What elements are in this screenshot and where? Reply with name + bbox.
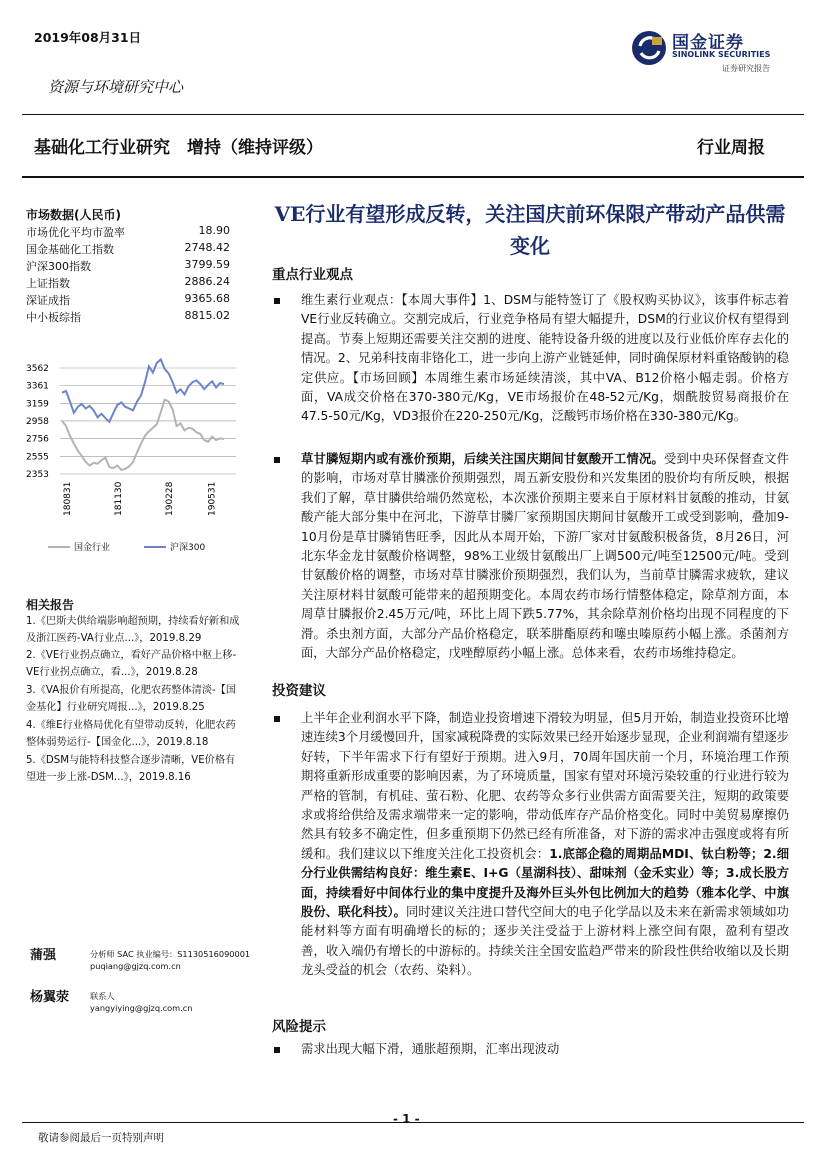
- header-divider-thick: [22, 176, 804, 178]
- section-risk: 风险提示: [272, 1019, 326, 1035]
- y-tick-label: 3159: [26, 399, 49, 410]
- legend-swatch-industry: [48, 546, 70, 548]
- related-report-item[interactable]: 2.《VE行业拐点确立，看好产品价格中枢上移-VE行业拐点确立，看...》，2019.8.28: [26, 650, 237, 678]
- market-label: 中小板综指: [26, 311, 81, 324]
- market-value: 3799.59: [184, 258, 230, 271]
- contact-role: 联系人: [90, 991, 115, 1001]
- market-row: [26, 241, 230, 257]
- section-key-views: 重点行业观点: [272, 267, 353, 283]
- legend-swatch-hs300: [144, 546, 166, 548]
- market-row: [26, 224, 230, 240]
- market-label: 国金基础化工指数: [26, 243, 114, 256]
- market-row: [26, 309, 230, 325]
- market-data-title: 市场数据(人民币): [26, 208, 121, 222]
- glyphosate-paragraph: 草甘膦短期内或有涨价预期，后续关注国庆期间甘氨酸开工情况。受到中央环保督查文件的影响，市场对草甘膦涨价预期强烈，周五新安股份和兴发集团的股价均有所反映，根据我们了解，草甘膦供给端仍然宽松，本次涨价预期主要来自于原材料甘氨酸的推动，甘氨酸产能大部分集中在河北，下游草甘膦厂家预期国庆期间甘氨酸开工或受到影响，叠加9-10月份是草甘膦销售旺季，因此从本周开始，下游厂家对甘氨酸积极备货，8月26日，河北东华金龙甘氨酸价格调整，98%工业级甘氨酸出厂上调500元/吨至12500元/吨。受到甘氨酸价格的调整，市场对草甘膦涨价预期强烈，我们认为，当前草甘膦需求疲软，建议关注原材料甘氨酸可能带来的超预期变化。本周农药市场行情整体稳定，除草剂方面，本周草甘膦报价2.45万元/吨，环比上周下跌5.77%，其余除草剂价格均出现不同程度的下滑。杀虫剂方面，大部分产品价格稳定，联苯肼酯原药和噻虫嗪原药小幅上涨。杀菌剂方面，大部分产品价格稳定，戊唑醇原药小幅上涨。总体来看，农药市场维持稳定。: [301, 452, 789, 661]
- analyst-email[interactable]: puqiang@gjzq.com.cn: [90, 961, 181, 971]
- index-line-chart: [22, 356, 242, 566]
- market-value: 2748.42: [184, 241, 230, 254]
- y-tick-label: 2958: [26, 416, 49, 427]
- logo-chinese-name: 国金证券: [672, 33, 744, 53]
- industry-rating: 基础化工行业研究 增持（维持评级）: [34, 138, 323, 158]
- bullet-icon: [274, 298, 280, 304]
- research-center: 资源与环境研究中心: [48, 78, 184, 96]
- x-tick-label: 181130: [114, 481, 125, 516]
- logo-emblem-icon: [630, 26, 668, 70]
- header-divider: [22, 114, 804, 115]
- market-value: 9365.68: [184, 292, 230, 305]
- risk-paragraph: 需求出现大幅下滑，通胀超预期，汇率出现波动: [301, 1042, 560, 1056]
- market-label: 市场优化平均市盈率: [26, 226, 125, 239]
- footer-divider: [22, 1122, 804, 1123]
- legend-label-industry: 国金行业: [74, 543, 111, 553]
- chart-series: [62, 359, 224, 470]
- bullet-icon: [274, 1047, 280, 1053]
- market-label: 沪深300指数: [26, 260, 91, 273]
- contact-email[interactable]: yangyiying@gjzq.com.cn: [90, 1003, 193, 1013]
- series-line-industry: [62, 400, 224, 470]
- section-investment: 投资建议: [272, 683, 326, 699]
- page-number: - 1 -: [393, 1112, 420, 1126]
- market-label: 上证指数: [26, 277, 70, 290]
- y-tick-label: 3361: [26, 381, 49, 392]
- market-value: 18.90: [198, 224, 230, 237]
- related-report-item[interactable]: 4.《维E行业格局优化有望带动反转，化肥农药整体弱势运行-【国金化...》，2019.8.18: [26, 720, 236, 748]
- related-reports-title: 相关报告: [26, 598, 75, 612]
- y-tick-label: 2756: [26, 434, 49, 445]
- logo-subtitle: 证券研究报告: [722, 64, 770, 73]
- report-type: 行业周报: [697, 138, 765, 158]
- x-tick-label: 190531: [207, 481, 218, 516]
- market-value: 2886.24: [184, 275, 230, 288]
- analyst-info: [90, 948, 250, 972]
- market-label: 深证成指: [26, 294, 70, 307]
- report-date: 2019年08月31日: [34, 30, 142, 45]
- market-row: [26, 275, 230, 291]
- market-row: [26, 292, 230, 308]
- contact-info: [90, 990, 192, 1014]
- related-report-item[interactable]: 3.《VA报价有所提高，化肥农药整体清淡-【国金基化】行业研究周报...》，2019.8.25: [26, 685, 237, 713]
- chart-x-axis: [63, 481, 217, 516]
- x-tick-label: 190228: [165, 481, 176, 516]
- analyst-sac: 分析师 SAC 执业编号：S1130516090001: [90, 949, 251, 959]
- disclaimer-note: 敬请参阅最后一页特别声明: [38, 1132, 164, 1144]
- bullet-icon: [274, 716, 280, 722]
- vitamin-paragraph: 维生素行业观点：【本周大事件】1、DSM与能特签订了《股权购买协议》，该事件标志着VE行业反转确立。交割完成后，行业竞争格局有望大幅提升，DSM的行业议价权有望得到提高。节奏上短期还需要关注交割的进度、能特设备升级的进度以及行业低价库存去化的情况。2、兄弟科技南非铬化工，进一步向上游产业链延伸，同时确保原材料重铬酸钠的稳定供应。【市场回顾】本周维生素市场延续清淡，其中VA、B12价格小幅走弱。价格方面，VA成交价格在370-380元/Kg，VE市场报价在48-52元/Kg，烟酰胺贸易商报价在47.5-50元/Kg，VD3报价在220-250元/Kg，泛酸钙市场价格在330-380元/Kg。: [301, 293, 789, 424]
- analyst-name: 蒲强: [30, 948, 57, 963]
- chart-y-axis: [26, 364, 49, 480]
- report-title: VE行业有望形成反转，关注国庆前环保限产带动产品供需变化: [274, 202, 786, 258]
- y-tick-label: 3562: [26, 364, 49, 374]
- related-report-item[interactable]: 5.《DSM与能特科技整合逐步清晰，VE价格有望进一步上涨-DSM...》，2019.8.16: [26, 755, 236, 783]
- bullet-icon: [274, 457, 280, 463]
- x-tick-label: 180831: [63, 481, 74, 516]
- related-report-item[interactable]: 1.《巴斯夫供给端影响超预期，持续看好新和成及浙江医药-VA行业点...》，2019.8.29: [26, 616, 240, 644]
- series-line-hs300: [62, 359, 224, 421]
- y-tick-label: 2555: [26, 452, 49, 463]
- logo-english-name: SINOLINK SECURITIES: [672, 50, 771, 59]
- investment-paragraph: 上半年企业利润水平下降，制造业投资增速下滑较为明显，但5月开始，制造业投资环比增速连续3个月缓慢回升，国家减税降费的实际效果已经开始逐步显现，企业利润端有望逐步好转，下半年需求下行有望好于预期。进入9月，70周年国庆前一个月，环境治理工作预期将重新形成重要的影响因素，为了环境质量，国家有望对环境污染较重的行业进行较为严格的管制，有机硅、萤石粉、化肥、农药等众多行业供需方面需要关注，短期的政策要求或将给供给及需求端带来一定的影响，带动低库存产品价格变化。同时中美贸易摩擦仍然具有较多不确定性，但多重预期下仍然已经有所准备，对下游的需求冲击强度或将有所缓和。我们建议以下维度关注化工投资机会：1.底部企稳的周期品MDI、钛白粉等；2.细分行业供需结构良好：维生素E、I+G（星湖科技）、甜味剂（金禾实业）等；3.成长股方面，持续看好中间体行业的集中度提升及海外巨头外包比例加大的趋势（雅本化学、中旗股份、联化科技）。同时建议关注进口替代空间大的电子化学品以及未来在新需求领域如功能材料等方面有明确增长的标的；逐步关注受益于上游材料上涨空间有限，盈利有望改善，收入端仍有增长的中游标的。持续关注全国安监趋严带来的阶段性供给收缩以及长期龙头受益的机会（农药、染料）。: [301, 711, 789, 978]
- legend-label-hs300: 沪深300: [170, 543, 206, 553]
- chart-legend: [40, 540, 240, 554]
- y-tick-label: 2353: [26, 470, 49, 480]
- contact-name: 杨翼荥: [30, 990, 70, 1005]
- market-row: [26, 258, 230, 274]
- market-value: 8815.02: [184, 309, 230, 322]
